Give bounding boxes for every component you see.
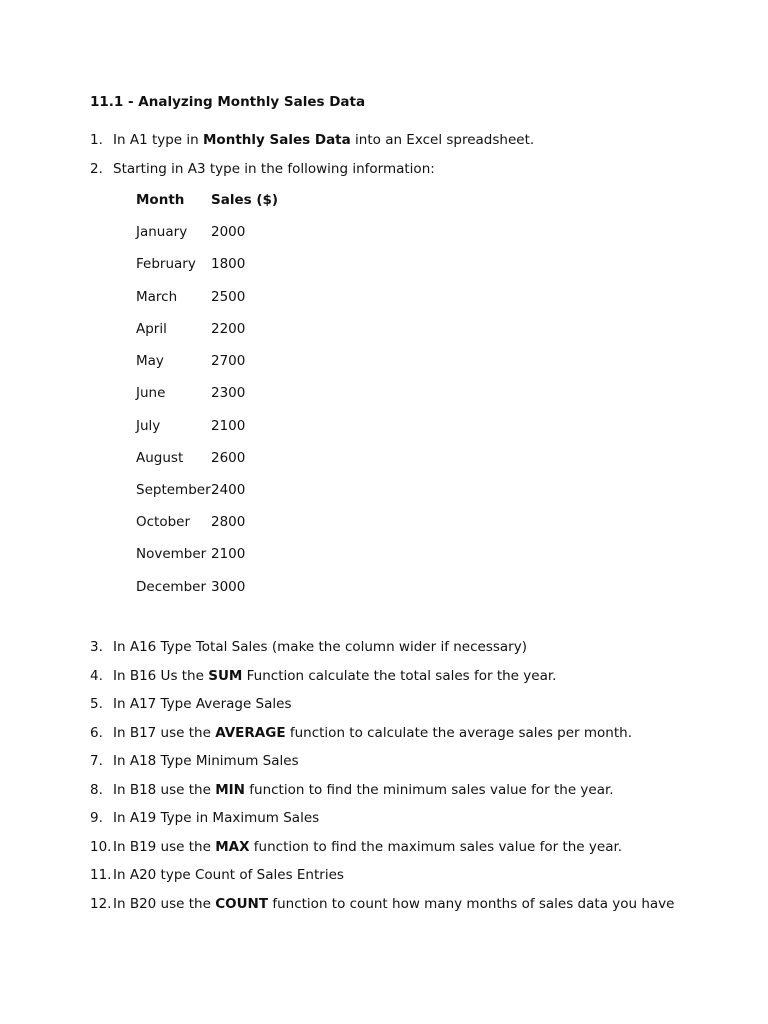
step-text-after: function to find the minimum sales value for the year. [244, 782, 614, 798]
step-text: In B18 use the [113, 782, 216, 798]
step-text-after: function to calculate the average sales per month. [285, 725, 632, 741]
cell-sales: 2100 [211, 546, 246, 562]
step-text: In B19 use the [113, 839, 216, 855]
step-bold-text: MAX [215, 839, 250, 855]
cell-month: December [136, 579, 207, 595]
cell-month: May [136, 353, 164, 369]
step-1 [90, 131, 534, 149]
cell-sales: 2400 [211, 482, 246, 498]
step-bold-text: Monthly Sales Data [203, 132, 351, 148]
step-number: 4. [90, 668, 103, 684]
cell-sales: 2700 [211, 353, 246, 369]
cell-month: January [136, 224, 188, 240]
step-5 [90, 695, 292, 713]
step-number: 10. [90, 839, 112, 855]
cell-sales: 2500 [211, 289, 246, 305]
cell-month: April [136, 321, 167, 337]
cell-month: September [136, 482, 211, 498]
step-9 [90, 809, 319, 827]
step-number: 1. [90, 132, 103, 148]
document-title: 11.1 - Analyzing Monthly Sales Data [90, 94, 366, 110]
step-text: In A16 Type Total Sales (make the column wider if necessary) [113, 639, 527, 655]
step-bold-text: MIN [215, 782, 245, 798]
step-11 [90, 866, 344, 884]
step-10 [90, 838, 622, 856]
step-number: 6. [90, 725, 103, 741]
cell-month: June [136, 385, 166, 401]
step-text: In B20 use the [113, 896, 216, 912]
step-number: 9. [90, 810, 103, 826]
step-number: 7. [90, 753, 103, 769]
step-text: In B16 Us the [113, 668, 209, 684]
step-number: 8. [90, 782, 103, 798]
step-text: In A19 Type in Maximum Sales [113, 810, 320, 826]
step-text: In B17 use the [113, 725, 216, 741]
step-text: In A1 type in [113, 132, 203, 148]
step-number: 5. [90, 696, 103, 712]
cell-sales: 2600 [211, 450, 246, 466]
step-bold-text: AVERAGE [215, 725, 286, 741]
step-number: 12. [90, 896, 112, 912]
step-bold-text: COUNT [215, 896, 269, 912]
step-text: In A18 Type Minimum Sales [113, 753, 299, 769]
cell-month: March [136, 289, 178, 305]
step-number: 2. [90, 161, 103, 177]
header-month: Month [136, 192, 185, 208]
cell-month: October [136, 514, 191, 530]
step-text: Starting in A3 type in the following information: [113, 161, 435, 177]
cell-month: February [136, 256, 196, 272]
step-text-after: into an Excel spreadsheet. [350, 132, 535, 148]
cell-sales: 2200 [211, 321, 246, 337]
cell-sales: 2800 [211, 514, 246, 530]
step-text: In A20 type Count of Sales Entries [113, 867, 344, 883]
cell-sales: 2100 [211, 418, 246, 434]
step-6 [90, 724, 632, 742]
step-3 [90, 638, 527, 656]
step-text-after: function to find the maximum sales value for the year. [249, 839, 623, 855]
cell-sales: 1800 [211, 256, 246, 272]
step-7 [90, 752, 299, 770]
step-number: 11. [90, 867, 112, 883]
cell-sales: 2000 [211, 224, 246, 240]
cell-sales: 2300 [211, 385, 246, 401]
step-12 [90, 895, 674, 913]
step-bold-text: SUM [208, 668, 243, 684]
cell-month: November [136, 546, 207, 562]
step-4 [90, 667, 556, 685]
step-text: In A17 Type Average Sales [113, 696, 292, 712]
step-number: 3. [90, 639, 103, 655]
step-8 [90, 781, 614, 799]
step-text-after: Function calculate the total sales for the year. [242, 668, 557, 684]
header-sales: Sales ($) [211, 192, 279, 208]
cell-month: August [136, 450, 184, 466]
cell-month: July [136, 418, 161, 434]
step-2 [90, 160, 435, 178]
step-text-after: function to count how many months of sales data you have [268, 896, 675, 912]
cell-sales: 3000 [211, 579, 246, 595]
